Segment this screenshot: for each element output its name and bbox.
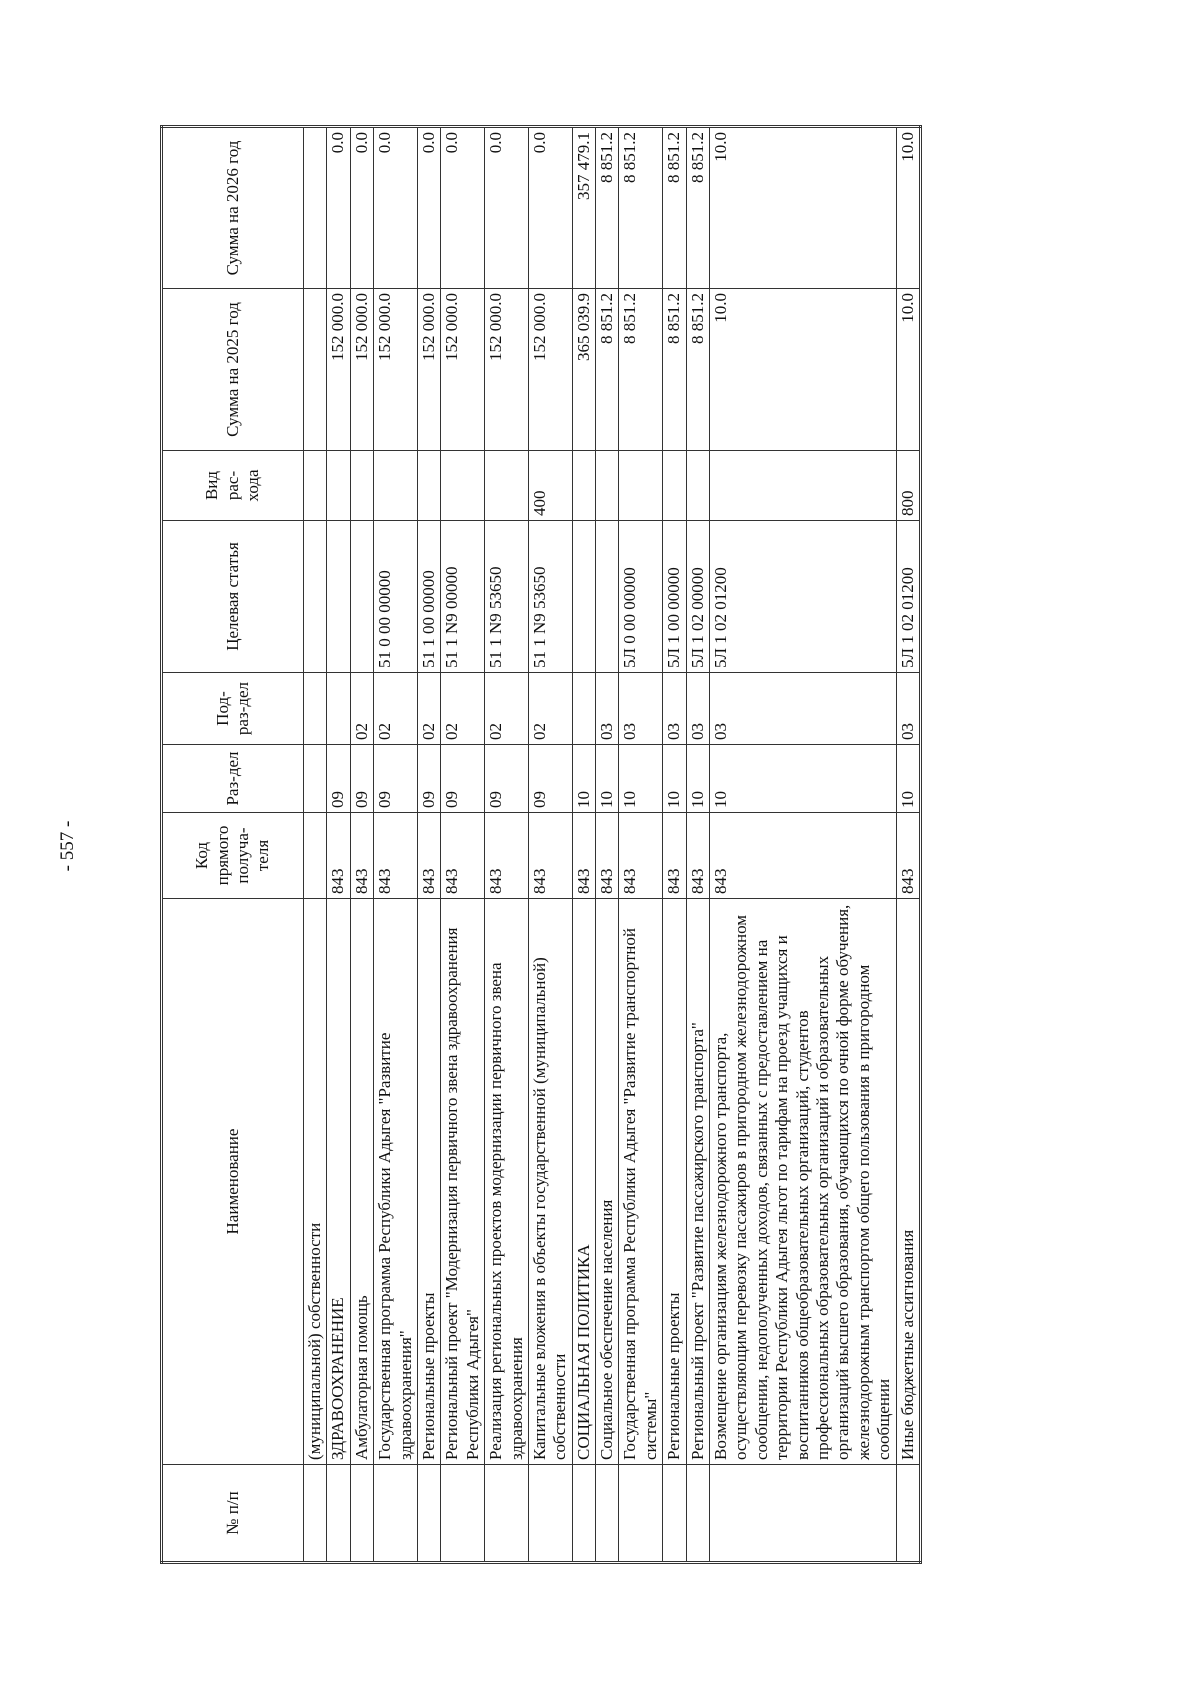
cell-podrazdel: 03 (686, 673, 709, 745)
cell-sum2026: 8 851.2 (619, 127, 663, 289)
cell-csr: 51 1 N9 53650 (485, 521, 529, 673)
cell-razdel: 10 (896, 745, 920, 813)
cell-code: 843 (572, 813, 595, 899)
cell-podrazdel: 03 (619, 673, 663, 745)
cell-code: 843 (619, 813, 663, 899)
cell-sum2026 (304, 127, 327, 289)
table-row (304, 127, 327, 1563)
cell-sum2026: 8 851.2 (686, 127, 709, 289)
cell-name: Иные бюджетные ассигнования (896, 899, 920, 1465)
cell-razdel: 09 (485, 745, 529, 813)
cell-vr: 800 (896, 451, 920, 521)
cell-csr: 51 1 N9 53650 (528, 521, 572, 673)
cell-vr: 400 (528, 451, 572, 521)
cell-razdel: 10 (619, 745, 663, 813)
cell-sum2026: 0.0 (441, 127, 485, 289)
cell-sum2026: 0.0 (327, 127, 350, 289)
cell-num (619, 1465, 663, 1563)
cell-name: СОЦИАЛЬНАЯ ПОЛИТИКА (572, 899, 595, 1465)
cell-code: 843 (350, 813, 373, 899)
cell-sum2026: 8 851.2 (596, 127, 619, 289)
cell-num (485, 1465, 529, 1563)
cell-name: (муниципальной) собственности (304, 899, 327, 1465)
table-row (896, 127, 920, 1563)
cell-csr: 5Л 1 02 01200 (710, 521, 897, 673)
cell-csr: 51 1 N9 00000 (441, 521, 485, 673)
cell-code: 843 (710, 813, 897, 899)
cell-name: Капитальные вложения в объекты государственной (муниципальной) собственности (528, 899, 572, 1465)
cell-code: 843 (327, 813, 350, 899)
cell-sum2025: 152 000.0 (374, 289, 418, 451)
cell-sum2025: 8 851.2 (663, 289, 686, 451)
rotated-table-container (160, 128, 1082, 1564)
cell-num (528, 1465, 572, 1563)
cell-num (417, 1465, 440, 1563)
cell-sum2026: 10.0 (896, 127, 920, 289)
cell-razdel: 09 (350, 745, 373, 813)
header-sum2025: Сумма на 2025 год (162, 289, 304, 451)
cell-sum2026: 8 851.2 (663, 127, 686, 289)
table-row (327, 127, 350, 1563)
cell-csr (327, 521, 350, 673)
cell-sum2025: 152 000.0 (485, 289, 529, 451)
header-row (162, 127, 304, 1563)
cell-num (572, 1465, 595, 1563)
cell-sum2026: 0.0 (350, 127, 373, 289)
cell-csr: 5Л 1 02 00000 (686, 521, 709, 673)
cell-sum2025: 8 851.2 (596, 289, 619, 451)
cell-sum2025: 152 000.0 (441, 289, 485, 451)
cell-vr (572, 451, 595, 521)
cell-razdel: 09 (441, 745, 485, 813)
cell-sum2025 (304, 289, 327, 451)
cell-num (710, 1465, 897, 1563)
cell-podrazdel (327, 673, 350, 745)
cell-csr: 5Л 0 00 00000 (619, 521, 663, 673)
cell-sum2025: 10.0 (710, 289, 897, 451)
table-row (663, 127, 686, 1563)
cell-name: Региональные проекты (663, 899, 686, 1465)
table-row (374, 127, 418, 1563)
cell-code: 843 (596, 813, 619, 899)
cell-razdel: 10 (596, 745, 619, 813)
table-row (350, 127, 373, 1563)
cell-sum2025: 152 000.0 (417, 289, 440, 451)
header-sum2026: Сумма на 2026 год (162, 127, 304, 289)
cell-razdel: 09 (374, 745, 418, 813)
cell-podrazdel (304, 673, 327, 745)
cell-num (686, 1465, 709, 1563)
cell-sum2025: 152 000.0 (327, 289, 350, 451)
cell-code: 843 (686, 813, 709, 899)
cell-sum2025: 152 000.0 (350, 289, 373, 451)
budget-table (160, 125, 922, 1564)
cell-name: Региональный проект "Модернизация первичного звена здравоохранения Республики Адыгея" (441, 899, 485, 1465)
cell-podrazdel (572, 673, 595, 745)
table-row (710, 127, 897, 1563)
table-row (572, 127, 595, 1563)
cell-csr (596, 521, 619, 673)
cell-code: 843 (374, 813, 418, 899)
cell-code: 843 (441, 813, 485, 899)
cell-podrazdel: 03 (663, 673, 686, 745)
cell-vr (710, 451, 897, 521)
header-code: Код прямого получа-теля (162, 813, 304, 899)
table-row (619, 127, 663, 1563)
cell-sum2025: 365 039.9 (572, 289, 595, 451)
cell-vr (374, 451, 418, 521)
cell-num (304, 1465, 327, 1563)
cell-vr (686, 451, 709, 521)
cell-num (896, 1465, 920, 1563)
cell-vr (441, 451, 485, 521)
table-row (686, 127, 709, 1563)
cell-name: Государственная программа Республики Адыгея "Развитие транспортной системы" (619, 899, 663, 1465)
cell-num (350, 1465, 373, 1563)
cell-csr: 51 0 00 00000 (374, 521, 418, 673)
cell-num (663, 1465, 686, 1563)
cell-name: ЗДРАВООХРАНЕНИЕ (327, 899, 350, 1465)
cell-podrazdel: 02 (417, 673, 440, 745)
cell-sum2026: 357 479.1 (572, 127, 595, 289)
cell-vr (619, 451, 663, 521)
table-row (417, 127, 440, 1563)
cell-name: Социальное обеспечение населения (596, 899, 619, 1465)
cell-podrazdel: 02 (485, 673, 529, 745)
cell-csr: 51 1 00 00000 (417, 521, 440, 673)
cell-sum2026: 0.0 (374, 127, 418, 289)
cell-code: 843 (485, 813, 529, 899)
cell-razdel: 10 (663, 745, 686, 813)
cell-vr (417, 451, 440, 521)
header-csr: Целевая статья (162, 521, 304, 673)
header-razdel: Раз-дел (162, 745, 304, 813)
header-num: № п/п (162, 1465, 304, 1563)
header-podrazdel: Под-раз-дел (162, 673, 304, 745)
cell-razdel: 09 (417, 745, 440, 813)
cell-sum2026: 0.0 (485, 127, 529, 289)
cell-sum2025: 8 851.2 (619, 289, 663, 451)
cell-name: Возмещение организациям железнодорожного транспорта, осуществляющим перевозку пассажиров в пригородном железнодорожном сообщении, недополученных доходов, связанных с предоставлением на территории Республики Адыгея льгот по тарифам на проезд учащихся и воспитанников общеобразовательных организаций, студентов профессиональных образовательных организаций и образовательных организаций высшего образования, обучающихся по очной форме обучения, железнодорожным транспортом общего пользования в пригородном сообщении (710, 899, 897, 1465)
cell-sum2025: 8 851.2 (686, 289, 709, 451)
cell-podrazdel: 02 (441, 673, 485, 745)
cell-podrazdel: 03 (896, 673, 920, 745)
cell-vr (596, 451, 619, 521)
header-name: Наименование (162, 899, 304, 1465)
cell-code: 843 (896, 813, 920, 899)
cell-vr (350, 451, 373, 521)
table-row (528, 127, 572, 1563)
cell-csr (350, 521, 373, 673)
cell-podrazdel: 02 (350, 673, 373, 745)
cell-num (374, 1465, 418, 1563)
cell-csr: 5Л 1 02 01200 (896, 521, 920, 673)
cell-csr (304, 521, 327, 673)
cell-num (596, 1465, 619, 1563)
cell-razdel: 10 (572, 745, 595, 813)
cell-name: Реализация региональных проектов модернизации первичного звена здравоохранения (485, 899, 529, 1465)
cell-sum2026: 10.0 (710, 127, 897, 289)
header-vr: Вид рас-хода (162, 451, 304, 521)
cell-sum2025: 152 000.0 (528, 289, 572, 451)
cell-podrazdel: 02 (528, 673, 572, 745)
cell-csr: 5Л 1 00 00000 (663, 521, 686, 673)
cell-name: Государственная программа Республики Адыгея "Развитие здравоохранения" (374, 899, 418, 1465)
cell-num (327, 1465, 350, 1563)
cell-code: 843 (417, 813, 440, 899)
cell-name: Региональные проекты (417, 899, 440, 1465)
cell-code: 843 (528, 813, 572, 899)
cell-name: Амбулаторная помощь (350, 899, 373, 1465)
cell-podrazdel: 03 (710, 673, 897, 745)
table-row (596, 127, 619, 1563)
cell-vr (663, 451, 686, 521)
cell-razdel: 10 (686, 745, 709, 813)
cell-name: Региональный проект "Развитие пассажирского транспорта" (686, 899, 709, 1465)
cell-razdel: 09 (327, 745, 350, 813)
cell-razdel (304, 745, 327, 813)
cell-csr (572, 521, 595, 673)
cell-sum2025: 10.0 (896, 289, 920, 451)
table-row (441, 127, 485, 1563)
cell-sum2026: 0.0 (528, 127, 572, 289)
cell-razdel: 10 (710, 745, 897, 813)
cell-sum2026: 0.0 (417, 127, 440, 289)
cell-podrazdel: 02 (374, 673, 418, 745)
cell-code: 843 (663, 813, 686, 899)
cell-vr (327, 451, 350, 521)
cell-vr (304, 451, 327, 521)
cell-vr (485, 451, 529, 521)
cell-podrazdel: 03 (596, 673, 619, 745)
cell-num (441, 1465, 485, 1563)
page-number: - 557 - (57, 820, 78, 872)
table-row (485, 127, 529, 1563)
cell-code (304, 813, 327, 899)
cell-razdel: 09 (528, 745, 572, 813)
